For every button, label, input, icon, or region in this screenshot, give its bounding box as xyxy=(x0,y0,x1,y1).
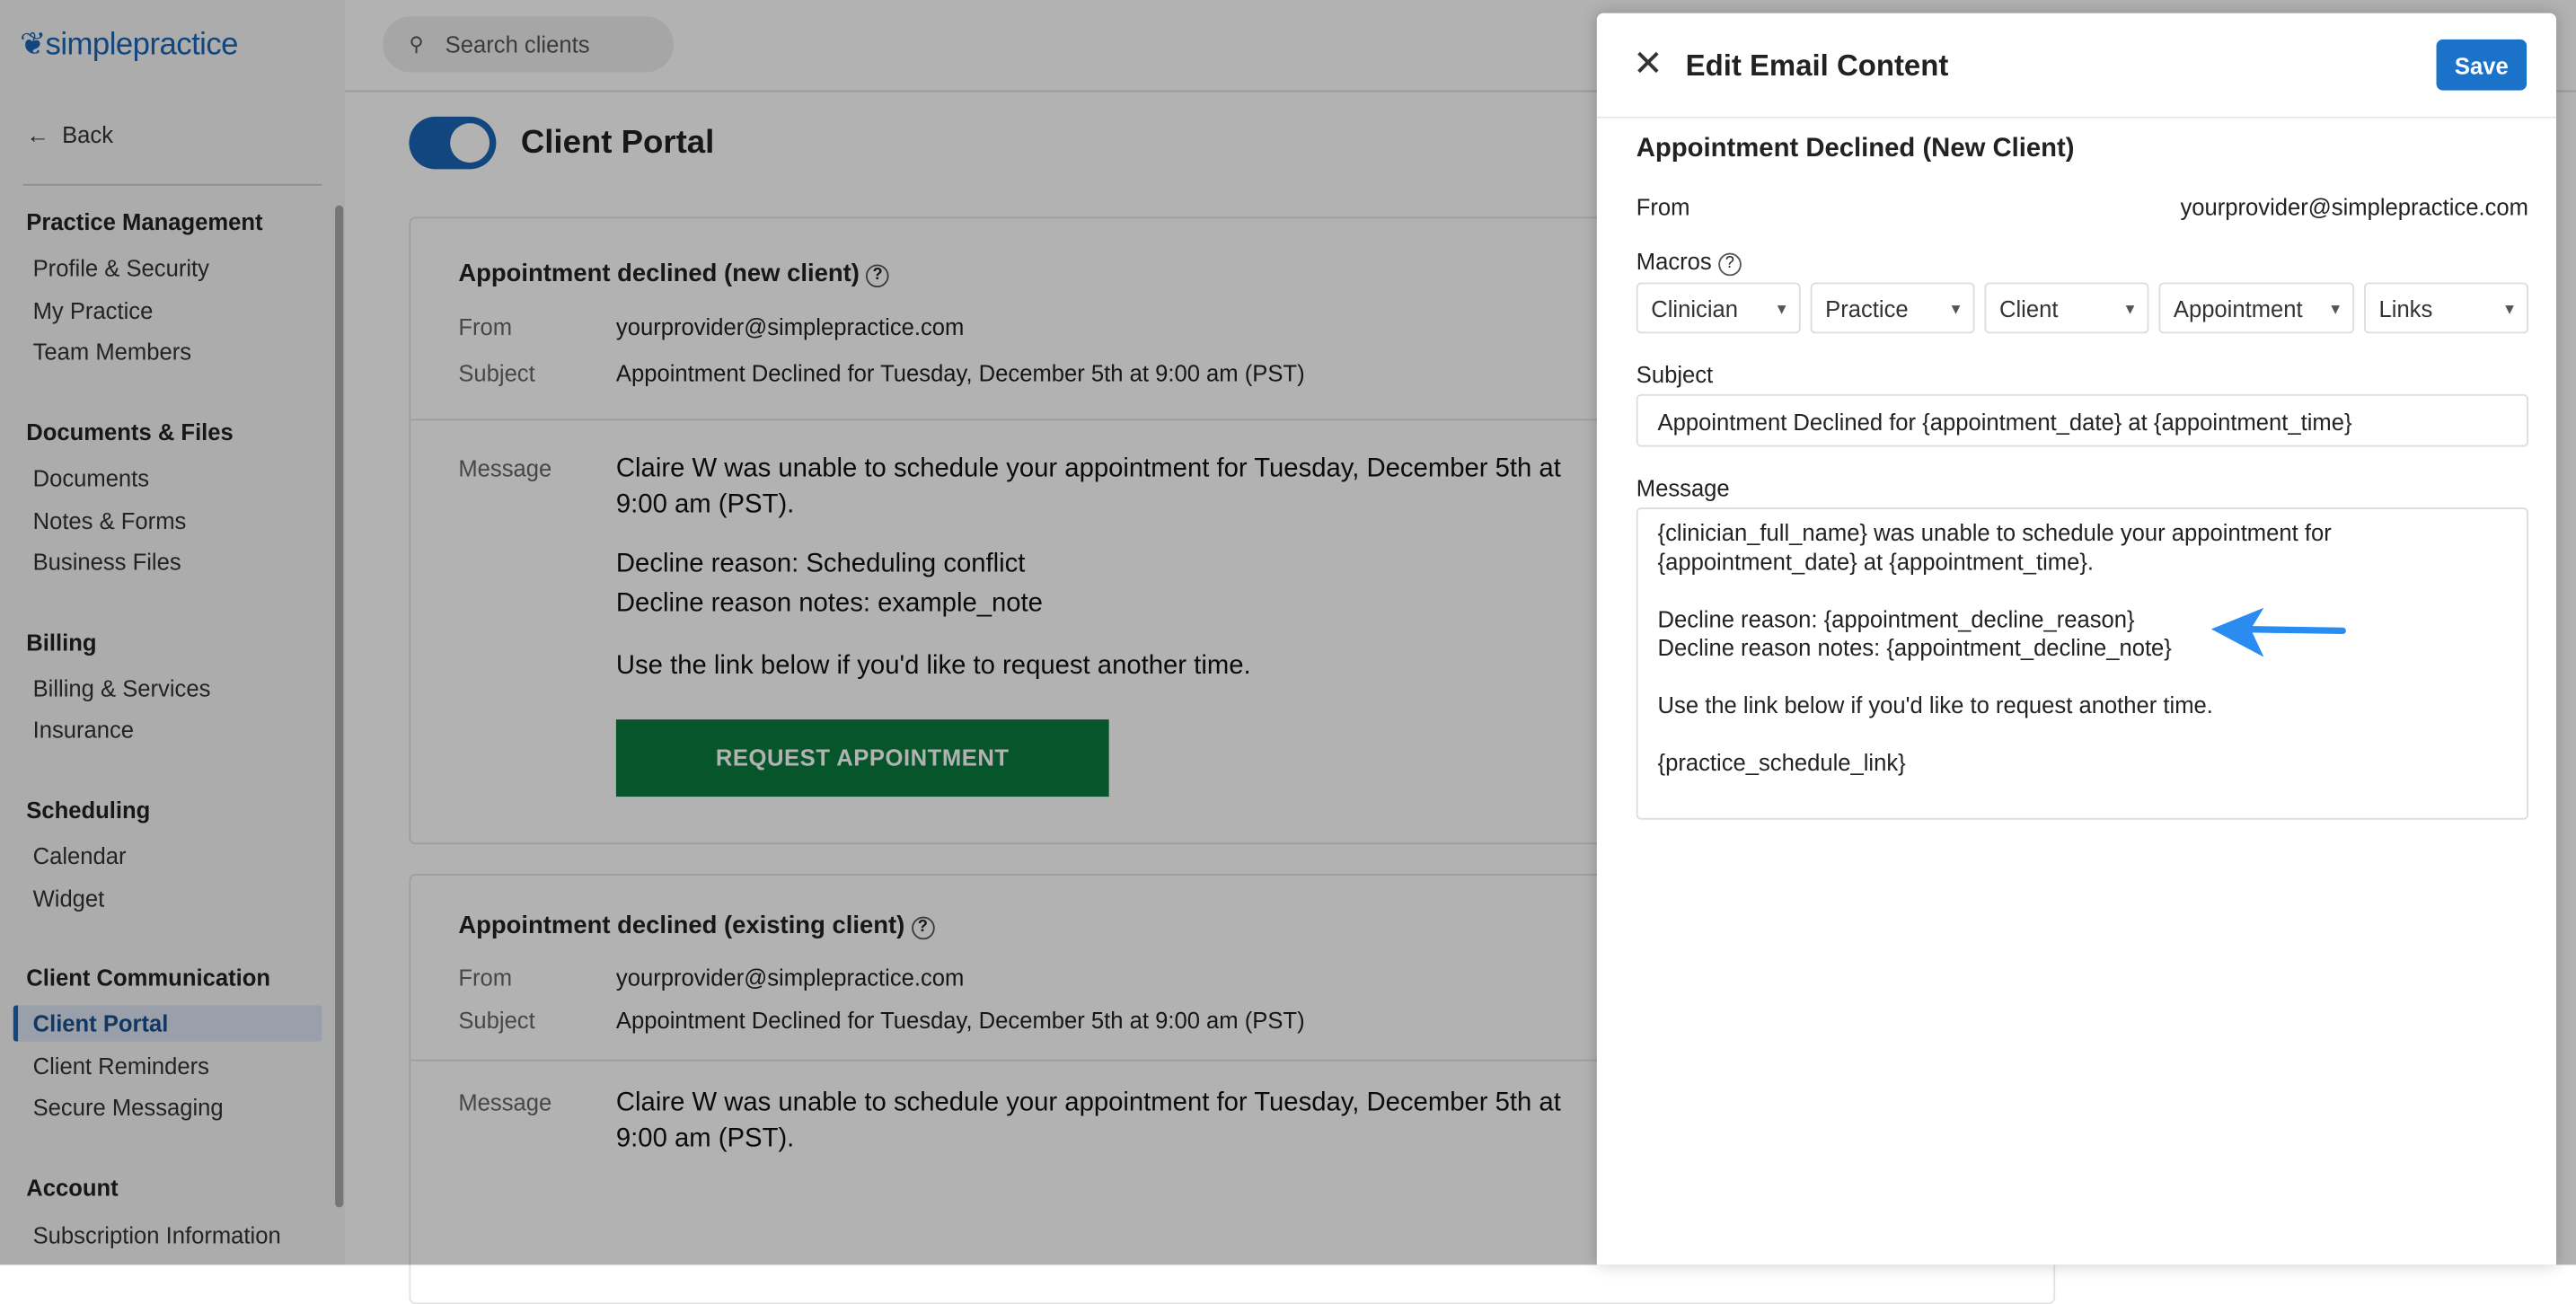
message-line: Decline reason notes: example_note xyxy=(615,589,1043,618)
sidebar-item-calendar[interactable]: Calendar xyxy=(32,842,127,869)
sidebar-item-team-members[interactable]: Team Members xyxy=(32,338,192,366)
macros-label: Macros xyxy=(1636,248,1712,275)
sidebar-item-business-files[interactable]: Business Files xyxy=(32,548,181,576)
message-label: Message xyxy=(458,1088,552,1115)
subject-label: Subject xyxy=(458,359,535,386)
section-billing: Billing xyxy=(26,629,97,656)
message-line: Use the link below if you'd like to request another time. xyxy=(615,652,1251,681)
sidebar-item-my-practice[interactable]: My Practice xyxy=(32,297,154,324)
logo[interactable]: ❦simplepractice xyxy=(19,28,238,63)
message-line: Claire W was unable to schedule your appointment for Tuesday, December 5th at 9:00 am (PST). xyxy=(615,1088,1561,1154)
arrow-left-icon: ← xyxy=(26,121,49,148)
message-line: Decline reason: Scheduling conflict xyxy=(615,550,1026,578)
section-client-communication: Client Communication xyxy=(26,964,270,991)
butterfly-icon: ❦ xyxy=(19,28,46,63)
from-value: yourprovider@simplepractice.com xyxy=(615,313,965,340)
message-label: Message xyxy=(458,454,552,481)
sidebar-item-client-portal[interactable]: Client Portal xyxy=(13,1005,322,1041)
panel-title: Edit Email Content xyxy=(1685,48,1949,83)
macro-select-appointment[interactable]: Appointment ▼ xyxy=(2158,283,2354,334)
sidebar-item-notes-forms[interactable]: Notes & Forms xyxy=(32,507,187,534)
sidebar-item-documents[interactable]: Documents xyxy=(32,464,150,491)
sidebar-item-subscription[interactable]: Subscription Information xyxy=(32,1221,281,1249)
card-title: Appointment declined (existing client) xyxy=(458,912,905,940)
sidebar-item-insurance[interactable]: Insurance xyxy=(32,716,135,743)
from-label: From xyxy=(458,313,513,340)
sidebar-item-profile-security[interactable]: Profile & Security xyxy=(32,254,209,281)
annotation-arrow-icon xyxy=(2205,604,2350,660)
section-documents-files: Documents & Files xyxy=(26,419,234,445)
back-link[interactable]: ← Back xyxy=(26,121,114,148)
message-line: Claire W was unable to schedule your appointment for Tuesday, December 5th at 9:00 am (PST). xyxy=(615,454,1561,519)
search-icon: ⚲ xyxy=(409,32,424,57)
sidebar-item-widget[interactable]: Widget xyxy=(32,885,105,912)
divider xyxy=(1597,117,2556,119)
message-label: Message xyxy=(1636,474,1730,501)
section-scheduling: Scheduling xyxy=(26,797,151,824)
caret-down-icon: ▼ xyxy=(1948,300,1963,318)
macro-select-client[interactable]: Client ▼ xyxy=(1985,283,2149,334)
sidebar-item-client-reminders[interactable]: Client Reminders xyxy=(32,1053,209,1079)
macro-select-practice[interactable]: Practice ▼ xyxy=(1811,283,1975,334)
from-value: yourprovider@simplepractice.com xyxy=(2180,193,2528,221)
sidebar-item-billing-services[interactable]: Billing & Services xyxy=(32,674,211,702)
from-label: From xyxy=(458,964,513,991)
help-icon[interactable]: ? xyxy=(866,264,889,287)
sidebar-item-secure-messaging[interactable]: Secure Messaging xyxy=(32,1094,224,1121)
subject-label: Subject xyxy=(1636,361,1714,388)
caret-down-icon: ▼ xyxy=(2327,300,2343,318)
card-title: Appointment declined (new client) xyxy=(458,259,860,288)
save-button[interactable]: Save xyxy=(2437,40,2527,91)
from-value: yourprovider@simplepractice.com xyxy=(615,964,965,991)
macro-select-clinician[interactable]: Clinician ▼ xyxy=(1636,283,1801,334)
search-input[interactable]: ⚲ Search clients xyxy=(383,16,674,72)
caret-down-icon: ▼ xyxy=(2501,300,2518,318)
caret-down-icon: ▼ xyxy=(1774,300,1789,318)
message-textarea[interactable]: {clinician_full_name} was unable to schedule your appointment for {appointment_date} at {appointment_time}. Decline reason: {appointment_decline_reason} Decline reason notes: {appointment_decline_note} Use the link below if you'd like to request another time. {practice_schedule_link} xyxy=(1636,507,2528,820)
page-title: Client Portal xyxy=(520,125,715,162)
help-icon[interactable]: ? xyxy=(1718,253,1742,277)
section-account: Account xyxy=(26,1174,119,1202)
caret-down-icon: ▼ xyxy=(2122,300,2138,318)
section-practice-management: Practice Management xyxy=(26,208,263,235)
template-title: Appointment Declined (New Client) xyxy=(1636,134,2075,163)
request-appointment-button[interactable]: REQUEST APPOINTMENT xyxy=(616,719,1109,797)
subject-input[interactable]: Appointment Declined for {appointment_date} at {appointment_time} xyxy=(1636,394,2528,447)
subject-value: Appointment Declined for Tuesday, December 5th at 9:00 am (PST) xyxy=(615,359,1305,386)
subject-value: Appointment Declined for Tuesday, December 5th at 9:00 am (PST) xyxy=(615,1007,1305,1034)
help-icon[interactable]: ? xyxy=(912,917,935,940)
close-icon[interactable]: ✕ xyxy=(1633,42,1663,84)
from-label: From xyxy=(1636,193,1690,221)
macro-select-links[interactable]: Links ▼ xyxy=(2364,283,2528,334)
edit-email-panel xyxy=(1597,13,2556,1265)
subject-label: Subject xyxy=(458,1007,535,1034)
